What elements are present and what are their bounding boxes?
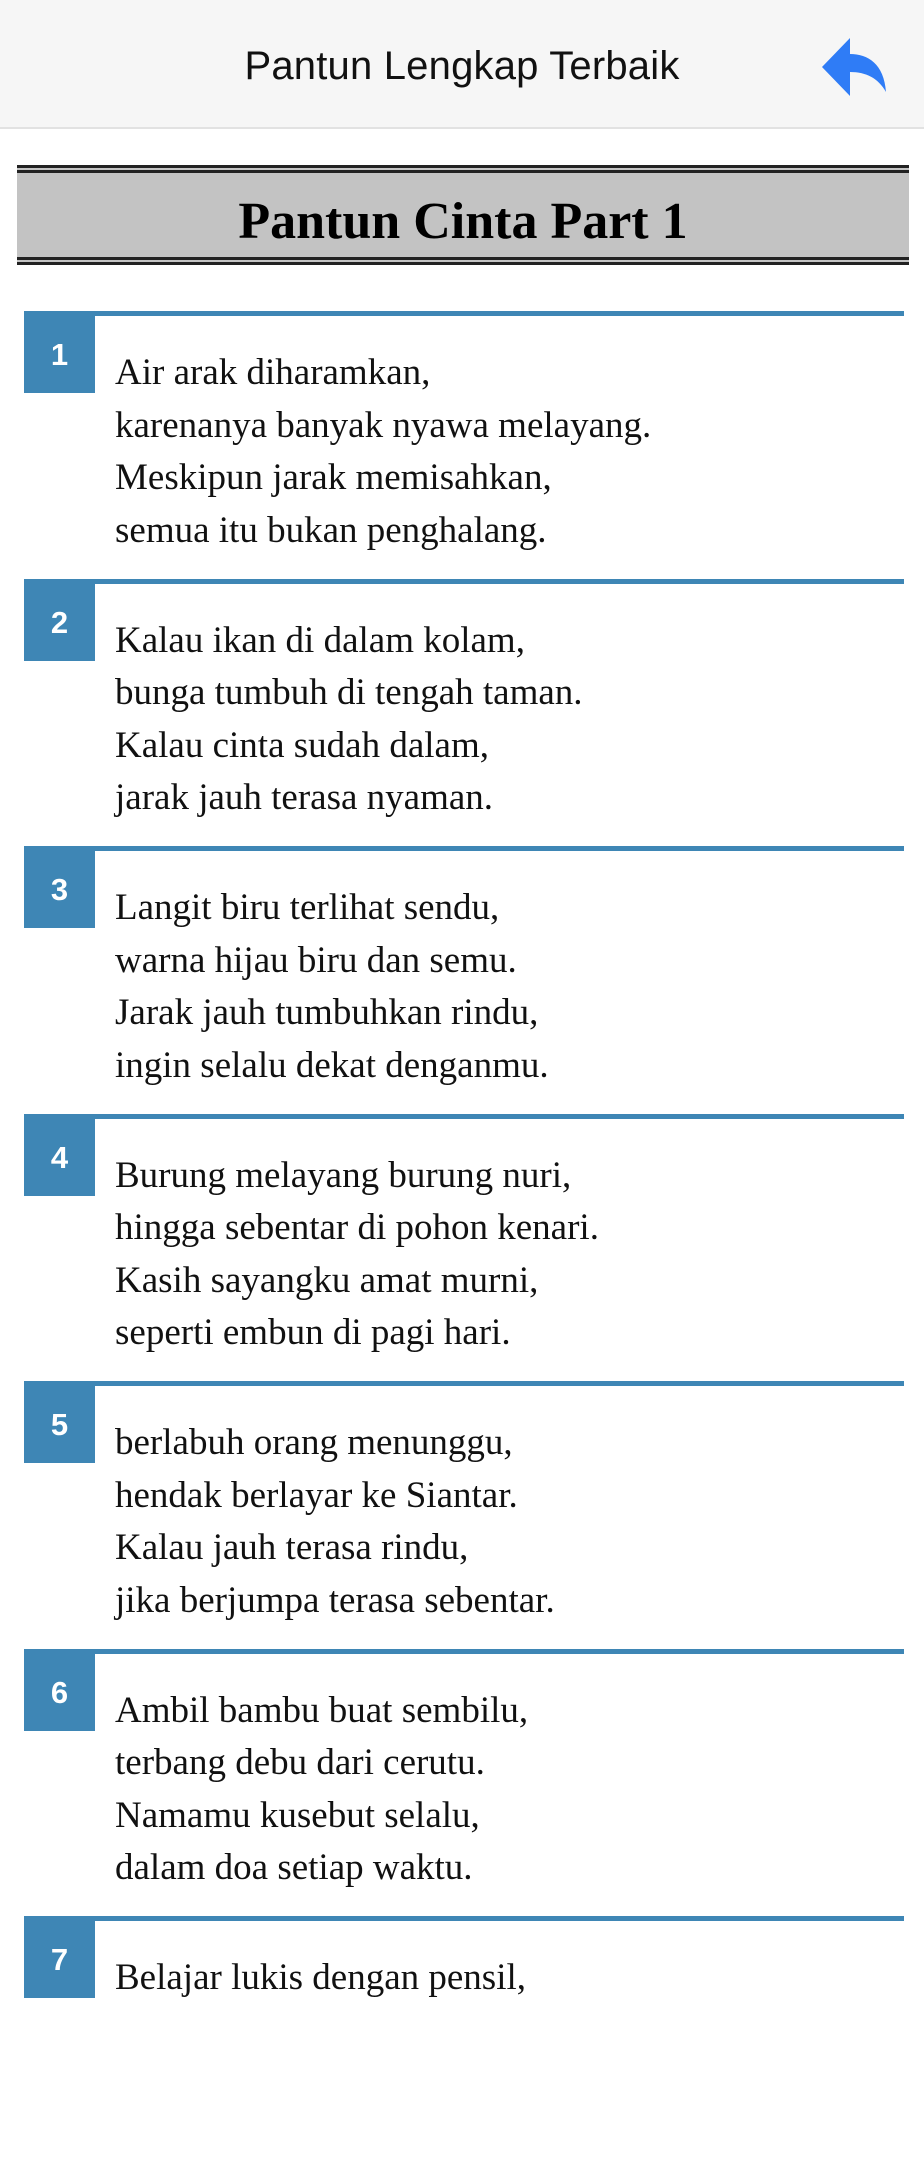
pantun-item [0,311,924,579]
pantun-text [115,615,583,825]
navigation-bar [0,0,924,129]
pantun-line: seperti embun di pagi hari. [115,1312,511,1353]
pantun-line: hingga sebentar di pohon kenari. [115,1207,599,1248]
pantun-line: Langit biru terlihat sendu, [115,887,500,928]
pantun-line: bunga tumbuh di tengah taman. [115,672,583,713]
pantun-line: Kalau cinta sudah dalam, [115,724,489,766]
pantun-line: terbang debu dari cerutu. [115,1742,485,1783]
page-title: Pantun Lengkap Terbaik [244,44,680,88]
pantun-text [115,882,549,1092]
pantun-text [115,1952,526,2005]
reply-arrow-icon [818,34,890,102]
pantun-line: Belajar lukis dengan pensil, [115,1957,527,1998]
pantun-text [115,1417,555,1627]
pantun-divider [94,1916,904,1921]
pantun-number-badge: 3 [24,846,95,928]
pantun-line: Kalau jauh terasa rindu, [115,1527,469,1568]
pantun-number-badge: 4 [24,1114,95,1196]
pantun-line: Jarak jauh tumbuhkan rindu, [115,992,539,1033]
pantun-number-badge: 1 [24,311,95,393]
pantun-text [115,1685,528,1895]
section-title: Pantun Cinta Part 1 [238,193,688,250]
pantun-number-badge: 7 [24,1916,95,1998]
pantun-line: Meskipun jarak memisahkan, [115,457,552,498]
pantun-item [0,1916,924,2184]
pantun-item [0,1381,924,1649]
pantun-divider [94,1649,904,1654]
pantun-line: Kasih sayangku amat murni, [115,1259,539,1301]
pantun-number-badge: 5 [24,1381,95,1463]
pantun-line: hendak berlayar ke Siantar. [115,1474,518,1516]
pantun-divider [94,846,904,851]
pantun-item [0,579,924,847]
pantun-number-badge: 2 [24,579,95,661]
pantun-item [0,1649,924,1917]
pantun-divider [94,1381,904,1386]
pantun-divider [94,579,904,584]
pantun-divider [94,311,904,316]
pantun-line: jika berjumpa terasa sebentar. [115,1579,555,1621]
pantun-divider [94,1114,904,1119]
pantun-line: Kalau ikan di dalam kolam, [115,619,525,661]
pantun-item [0,846,924,1114]
pantun-line: Burung melayang burung nuri, [115,1154,572,1196]
pantun-line: semua itu bukan penghalang. [115,509,547,551]
pantun-number-badge: 6 [24,1649,95,1731]
pantun-line: Ambil bambu buat sembilu, [115,1689,529,1731]
pantun-line: berlabuh orang menunggu, [115,1422,513,1463]
back-button[interactable] [818,34,890,102]
pantun-line: karenanya banyak nyawa melayang. [115,404,652,446]
pantun-line: ingin selalu dekat denganmu. [115,1044,549,1086]
pantun-list [0,311,924,2184]
pantun-text [115,1150,599,1360]
pantun-item [0,1114,924,1382]
pantun-line: Namamu kusebut selalu, [115,1794,480,1836]
pantun-line: jarak jauh terasa nyaman. [115,777,494,818]
section-header [17,165,909,265]
pantun-line: dalam doa setiap waktu. [115,1847,473,1888]
pantun-text [115,347,651,557]
pantun-line: warna hijau biru dan semu. [115,939,517,981]
pantun-line: Air arak diharamkan, [115,352,431,393]
